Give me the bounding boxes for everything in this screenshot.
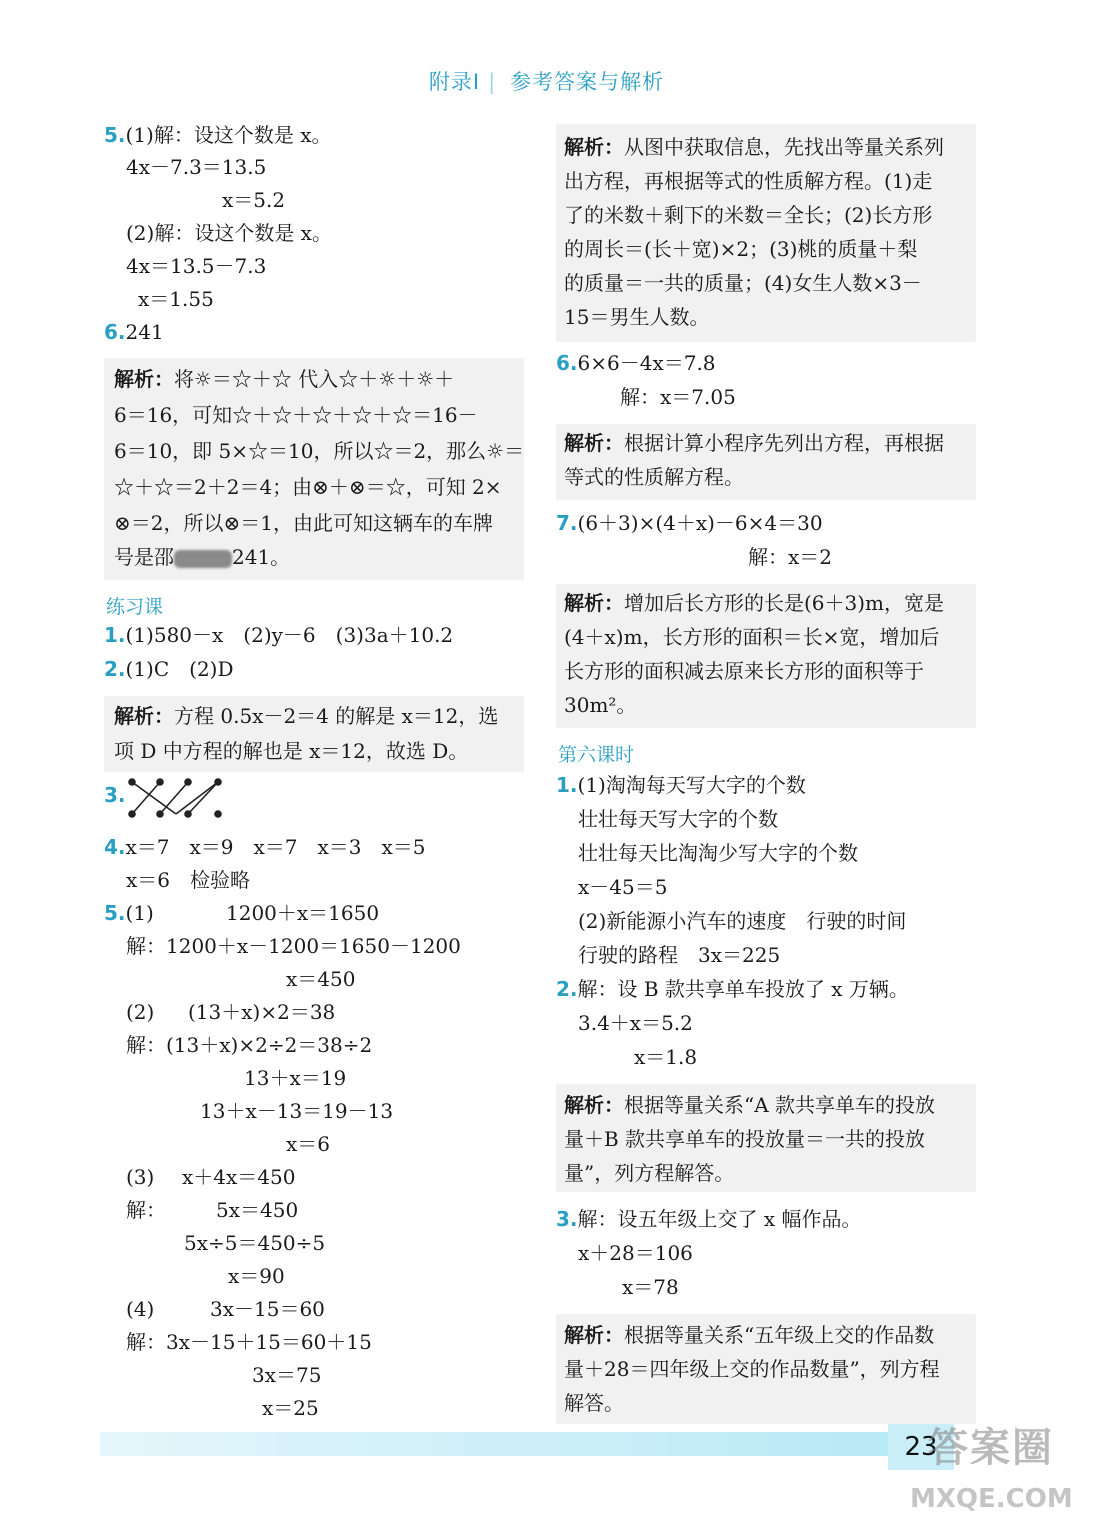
p5-line3: x＝450	[286, 967, 356, 991]
rq7-line1: 7.(6＋3)×(4＋x)－6×4＝30	[556, 511, 823, 535]
p5-line1: 5.(1)	[104, 901, 154, 925]
a2-line1: 解析：方程 0.5x－2＝4 的解是 x＝12，选	[114, 704, 499, 728]
ar2-line3: 量”，列方程解答。	[564, 1161, 735, 1185]
ar6-line1: 解析：根据计算小程序先列出方程，再根据	[564, 431, 944, 455]
p5-line16: x＝25	[262, 1396, 319, 1420]
section-lesson6: 第六课时	[558, 744, 635, 766]
a6-line1: 解析：将☼＝☆＋☆ 代入☆＋☼＋☼＋	[114, 367, 455, 391]
r1-line2: 壮壮每天写大字的个数	[578, 807, 778, 831]
header-appendix: 附录Ⅰ	[428, 70, 481, 94]
a6-line4: ☆＋☆＝2＋2＝4；由⊗＋⊗＝☆，可知 2×	[114, 475, 502, 499]
p2: 2.(1)C (2)D	[104, 657, 234, 681]
a5-line1: 解析：从图中获取信息，先找出等量关系列	[564, 135, 944, 159]
r1-line6: 行驶的路程 3x＝225	[578, 943, 781, 967]
footer-band	[100, 1432, 940, 1456]
p5-line12: x＝90	[228, 1264, 285, 1288]
r1-line3: 壮壮每天比淘淘少写大字的个数	[578, 841, 858, 865]
p4-line2: x＝6 检验略	[126, 868, 251, 892]
a6-line2: 6＝16，可知☆＋☆＋☆＋☆＋☆＝16－	[114, 403, 478, 427]
ar2-line2: 量＋B 款共享单车的投放量＝一共的投放	[564, 1127, 926, 1151]
r3-line1: 3.解：设五年级上交了 x 幅作品。	[556, 1207, 862, 1231]
p5-line5: 解：(13＋x)×2÷2＝38÷2	[126, 1033, 373, 1057]
p5-line7: 13＋x－13＝19－13	[200, 1099, 394, 1123]
watermark-url: MXQE.COM	[910, 1484, 1073, 1514]
p5-eq2: (13＋x)×2＝38	[188, 1000, 336, 1024]
r1-line4: x－45＝5	[578, 875, 668, 899]
p5-line2: 解：1200＋x－1200＝1650－1200	[126, 934, 461, 958]
a6-line3: 6＝10，即 5×☆＝10，所以☆＝2，那么☼＝	[114, 439, 525, 463]
rq6-line1: 6.6×6－4x＝7.8	[556, 351, 716, 375]
redacted-plate	[174, 550, 232, 568]
p5-line8: x＝6	[286, 1132, 331, 1156]
rq6-line2: 解：x＝7.05	[620, 385, 736, 409]
p3: 3.	[104, 783, 126, 807]
q6-answer: 6.241	[104, 320, 164, 344]
p5-line6: 13＋x＝19	[244, 1066, 347, 1090]
ar3-line2: 量＋28＝四年级上交的作品数量”，列方程	[564, 1357, 940, 1381]
p5-line15: 3x＝75	[252, 1363, 322, 1387]
q5-line6: x＝1.55	[138, 287, 214, 311]
p5-line11: 5x÷5＝450÷5	[184, 1231, 326, 1255]
q5-line2: 4x－7.3＝13.5	[126, 155, 267, 179]
p5-line13a: (4)	[126, 1297, 155, 1321]
a6-line6: 号是邵 241。	[114, 545, 291, 569]
ar7-line4: 30m²。	[564, 693, 637, 717]
page-number: 23	[888, 1424, 954, 1470]
r2-line1: 2.解：设 B 款共享单车投放了 x 万辆。	[556, 977, 909, 1001]
page-header	[0, 66, 1093, 96]
p5-eq4: 3x－15＝60	[210, 1297, 325, 1321]
section-practice: 练习课	[106, 596, 164, 618]
a5-line6: 15＝男生人数。	[564, 305, 710, 329]
a5-line2: 出方程，再根据等式的性质解方程。(1)走	[564, 169, 933, 193]
a2-line2: 项 D 中方程的解也是 x＝12，故选 D。	[114, 739, 469, 763]
ar7-line2: (4＋x)m，长方形的面积＝长×宽，增加后	[564, 625, 940, 649]
q5-line4: (2)解：设这个数是 x。	[126, 221, 332, 245]
r3-line2: x＋28＝106	[578, 1241, 693, 1265]
a6-line5: ⊗＝2，所以⊗＝1，由此可知这辆车的车牌	[114, 511, 493, 535]
p5-line9a: (3)	[126, 1165, 155, 1189]
r1-line1: 1.(1)淘淘每天写大字的个数	[556, 773, 806, 797]
ar3-line3: 解答。	[564, 1391, 624, 1415]
watermark-logo: 答案圈	[928, 1425, 1054, 1471]
p5-line10b: 5x＝450	[216, 1198, 299, 1222]
a5-line4: 的周长＝(长＋宽)×2；(3)桃的质量＋梨	[564, 237, 918, 261]
p5-eq3: x＋4x＝450	[182, 1165, 296, 1189]
q5-line5: 4x＝13.5－7.3	[126, 254, 267, 278]
p5-line10a: 解：	[126, 1198, 166, 1222]
r2-line2: 3.4＋x＝5.2	[578, 1011, 693, 1035]
q5-line3: x＝5.2	[222, 188, 286, 212]
header-title: 参考答案与解析	[510, 70, 665, 94]
p5-eq1: 1200＋x＝1650	[226, 901, 380, 925]
rq7-line2: 解：x＝2	[748, 545, 833, 569]
r2-line3: x＝1.8	[634, 1045, 698, 1069]
a5-line5: 的质量＝一共的质量；(4)女生人数×3－	[564, 271, 922, 295]
q5-line1: 5.(1)解：设这个数是 x。	[104, 123, 332, 147]
matching-lines-diagram	[124, 776, 234, 820]
p5-line14: 解：3x－15＋15＝60＋15	[126, 1330, 372, 1354]
p1: 1.(1)580－x (2)y－6 (3)3a＋10.2	[104, 623, 454, 647]
ar3-line1: 解析：根据等量关系“五年级上交的作品数	[564, 1323, 935, 1347]
p5-line4a: (2)	[126, 1000, 155, 1024]
ar6-line2: 等式的性质解方程。	[564, 465, 744, 489]
r3-line3: x＝78	[622, 1275, 679, 1299]
ar2-line1: 解析：根据等量关系“A 款共享单车的投放	[564, 1093, 936, 1117]
a5-line3: 了的米数＋剩下的米数＝全长；(2)长方形	[564, 203, 933, 227]
header-divider: |	[488, 70, 497, 94]
r1-line5: (2)新能源小汽车的速度 行驶的时间	[578, 909, 907, 933]
ar7-line1: 解析：增加后长方形的长是(6＋3)m，宽是	[564, 591, 945, 615]
p4-line1: 4.x＝7 x＝9 x＝7 x＝3 x＝5	[104, 835, 426, 859]
ar7-line3: 长方形的面积减去原来长方形的面积等于	[564, 659, 924, 683]
